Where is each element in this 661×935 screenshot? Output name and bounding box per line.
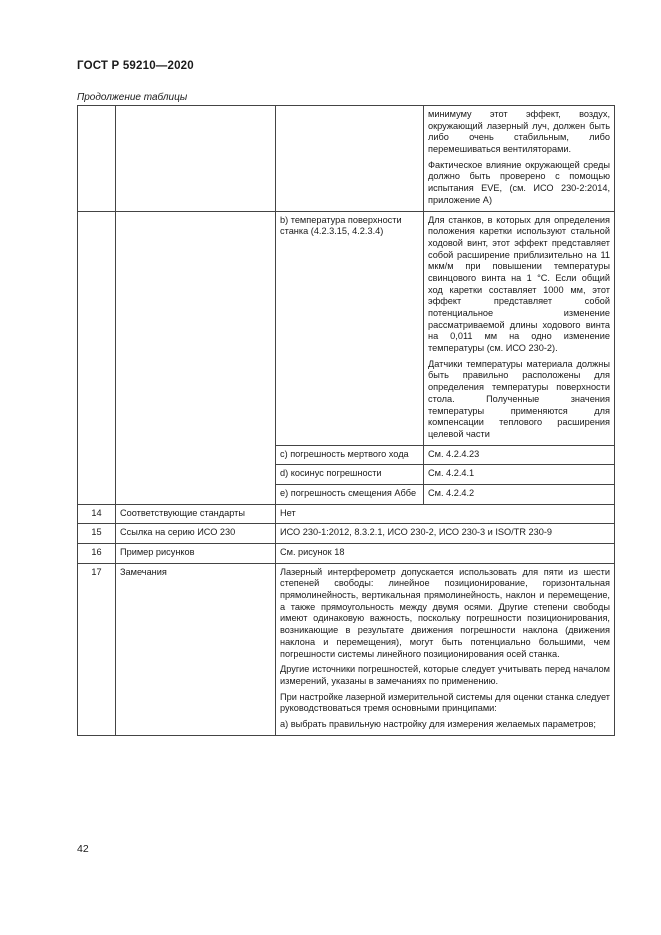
table-cell-content [424, 211, 615, 445]
table-row [78, 563, 615, 735]
table-cell-content [276, 504, 615, 524]
paragraph: Датчики температуры материала должны быть правильно расположены для определения температуры поверхности стола. Полученные значения температуры применяются для компенсации теплового расширения целевой части [428, 358, 610, 439]
paragraph: См. 4.2.4.23 [428, 448, 480, 459]
table-cell-num [78, 106, 116, 212]
paragraph: ИСО 230-1:2012, 8.3.2.1, ИСО 230-2, ИСО 230-3 и ISO/TR 230-9 [280, 527, 553, 538]
table-cell-content [424, 445, 615, 465]
table-row [78, 544, 615, 564]
paragraph: При настройке лазерной измерительной системы для оценки станка следует руководствоваться тремя основными принципами: [280, 691, 610, 714]
table-cell-label: Пример рисунков [116, 544, 276, 564]
table-cell-num: 14 [78, 504, 116, 524]
table-cell-content [276, 563, 615, 735]
table-cell-num: 17 [78, 563, 116, 735]
table-cell-label [116, 211, 276, 504]
table-cell-num: 15 [78, 524, 116, 544]
paragraph: Лазерный интерферометр допускается использовать для пяти из шести степеней свободы: линейное позиционирование, горизонтальная прямолинейность, вертикальная прямолинейность, наклон и перемещение, а также прямоугольность между двумя осями. Другие степени свободы имеют одинаковую важность, поскольку погрешности позиционирования, возникающие в результате движения погрешности наклона (движения наклона и перемещения), могут быть потенциально большими, чем погрешности системы линейного позиционирования осей станка. [280, 566, 610, 659]
paragraph: а) выбрать правильную настройку для измерения желаемых параметров; [280, 718, 596, 729]
table-cell-sublabel: d) косинус погрешности [276, 465, 424, 485]
table-row [78, 524, 615, 544]
table-cell-sublabel: c) погрешность мертвого хода [276, 445, 424, 465]
paragraph: См. 4.2.4.1 [428, 468, 475, 479]
paragraph: Для станков, в которых для определения положения каретки используют стальной ходовой винт, этот эффект представляет собой расширение приблизительно на 11 мкм/м при повышении температуры свинцового винта на 1 °С. Если общий ход каретки составляет 1000 мм, этот эффект представляет собой потенциальное изменение рассматриваемой длины ходового винта на 0,011 мм на одно изменение температуры (см. ИСО 230-2). [428, 214, 610, 354]
paragraph: Фактическое влияние окружающей среды должно быть проверено с помощью испытания EVE, (см. ИСО 230-2:2014, приложение А) [428, 159, 610, 205]
table-row [78, 504, 615, 524]
table-cell-content [424, 465, 615, 485]
paragraph: Другие источники погрешностей, которые следует учитывать перед началом измерений, указаны в замечаниях по применению. [280, 664, 610, 686]
table-row [78, 211, 615, 445]
table-cell-label: Соответствующие стандарты [116, 504, 276, 524]
table-cell-content [276, 524, 615, 544]
table-cell-num: 16 [78, 544, 116, 564]
page-number: 42 [77, 843, 89, 855]
table-cell-num [78, 211, 116, 504]
table-cell-content [424, 106, 615, 212]
table-cell-content [276, 544, 615, 564]
paragraph: См. рисунок 18 [280, 547, 345, 557]
specification-table [77, 105, 615, 736]
table-cell-label [116, 106, 276, 212]
table-cell-label: Ссылка на серию ИСО 230 [116, 524, 276, 544]
table-cell-content [424, 484, 615, 504]
document-header: ГОСТ Р 59210—2020 [77, 60, 194, 72]
table-cell-sublabel [276, 106, 424, 212]
table-continuation-label: Продолжение таблицы [77, 92, 188, 103]
paragraph: См. 4.2.4.2 [428, 487, 475, 498]
table-cell-sublabel: e) погрешность смещения Аббе [276, 484, 424, 504]
paragraph: минимуму этот эффект, воздух, окружающий лазерный луч, должен быть либо очень стабильным, либо перемешиваться вентиляторами. [428, 109, 610, 155]
table-cell-label: Замечания [116, 563, 276, 735]
table-row [78, 106, 615, 212]
table-cell-sublabel: b) температура поверхности станка (4.2.3.15, 4.2.3.4) [276, 211, 424, 445]
paragraph: Нет [280, 507, 296, 518]
